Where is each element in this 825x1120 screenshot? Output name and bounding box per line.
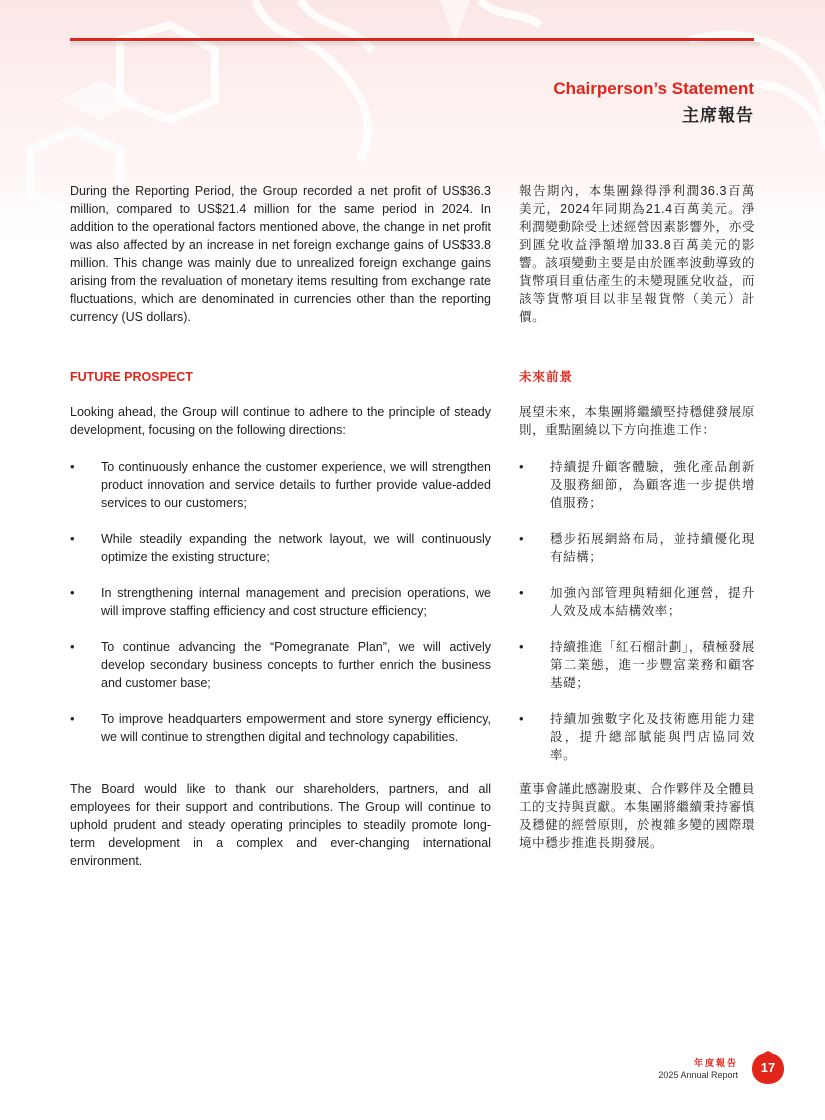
bullet-dot: •: [70, 585, 75, 600]
top-rule: [70, 38, 754, 41]
footer: [658, 1057, 738, 1081]
bullet-item-zh: [519, 530, 755, 566]
bullet-dot: •: [519, 639, 524, 654]
bullet-item-zh: [519, 638, 755, 692]
bullet-text-en: While steadily expanding the network layout, we will continuously optimize the existing structure;: [101, 532, 491, 564]
bullet-text-zh: 加強內部管理與精細化運營，提升人效及成本結構效率；: [550, 586, 755, 618]
prospect-heading-zh-block: [519, 368, 755, 386]
prospect-lead-en: Looking ahead, the Group will continue to adhere to the principle of steady development, focusing on the following directions:: [70, 405, 491, 437]
bullet-dot: •: [70, 639, 75, 654]
bullet-dot: •: [519, 459, 524, 474]
prospect-heading-en-block: [70, 368, 491, 386]
bullet-dot: •: [70, 531, 75, 546]
prospect-lead-en-block: [70, 403, 491, 439]
bullet-item-zh: [519, 458, 755, 512]
bullet-text-zh: 穩步拓展網絡布局，並持續優化現有結構；: [550, 532, 755, 564]
page-header: [553, 78, 754, 128]
intro-paragraph-zh-block: [519, 182, 755, 326]
bullet-list-en: [70, 458, 491, 778]
bullet-item-zh: [519, 710, 755, 764]
bullet-dot: •: [70, 459, 75, 474]
bullet-dot: •: [519, 531, 524, 546]
bullet-item-en: [70, 638, 491, 692]
bullet-item-en: [70, 584, 491, 620]
intro-paragraph-en-block: [70, 182, 491, 326]
bullet-item-en: [70, 530, 491, 566]
bullet-text-en: To improve headquarters empowerment and store synergy efficiency, we will continue to strengthen digital and technology capabilities.: [101, 712, 491, 744]
prospect-heading-zh: 未來前景: [519, 370, 574, 384]
bullet-item-en: [70, 710, 491, 746]
prospect-lead-zh-block: [519, 403, 755, 439]
top-rule-shadow: [70, 42, 760, 48]
bullet-text-zh: 持續推進「紅石榴計劃」，積極發展第二業態，進一步豐富業務和顧客基礎；: [550, 640, 755, 690]
section-title-en: Chairperson’s Statement: [553, 79, 754, 98]
bullet-item-zh: [519, 584, 755, 620]
closing-paragraph-zh-block: [519, 780, 755, 852]
closing-paragraph-en-block: [70, 780, 491, 870]
footer-report-zh: 年度報告: [693, 1058, 738, 1068]
bullet-text-en: To continue advancing the “Pomegranate Plan”, we will actively develop secondary business concepts to further enrich the business and customer base;: [101, 640, 491, 690]
page-number-badge: [751, 1051, 785, 1085]
bullet-dot: •: [519, 585, 524, 600]
bullet-text-en: In strengthening internal management and precision operations, we will improve staffing efficiency and cost structure efficiency;: [101, 586, 491, 618]
page-number: 17: [760, 1060, 776, 1075]
bullet-text-zh: 持續提升顧客體驗，強化產品創新及服務細節，為顧客進一步提供增值服務；: [550, 460, 755, 510]
bullet-dot: •: [519, 711, 524, 726]
bullet-text-en: To continuously enhance the customer experience, we will strengthen product innovation and service details to further provide value-added services to our customers;: [101, 460, 491, 510]
closing-paragraph-en: The Board would like to thank our shareholders, partners, and all employees for their support and contributions. The Group will continue to uphold prudent and steady operating principles to steadily promote long-term development in a complex and ever-changing international environment.: [70, 782, 491, 868]
footer-report-en: 2025 Annual Report: [658, 1070, 738, 1080]
intro-paragraph-en: During the Reporting Period, the Group recorded a net profit of US$36.3 million, compared to US$21.4 million for the same period in 2024. In addition to the operational factors mentioned above, the change in net profit was also affected by an increase in net foreign exchange gains of US$33.8 million. This change was mainly due to unrealized foreign exchange gains arising from the revaluation of monetary items resulting from exchange rate fluctuations, which are denominated in currencies other than the reporting currency (US dollars).: [70, 184, 491, 324]
bullet-text-zh: 持續加強數字化及技術應用能力建設，提升總部賦能與門店協同效率。: [550, 712, 755, 762]
bullet-list-zh: [519, 458, 755, 778]
closing-paragraph-zh: 董事會謹此感謝股東、合作夥伴及全體員工的支持與貢獻。本集團將繼續秉持審慎及穩健的經營原則，於複雜多變的國際環境中穩步推進長期發展。: [519, 782, 755, 850]
section-title-zh: 主席報告: [682, 106, 754, 125]
bullet-item-en: [70, 458, 491, 512]
intro-paragraph-zh: 報告期內，本集團錄得淨利潤36.3百萬美元，2024年同期為21.4百萬美元。淨利潤變動除受上述經營因素影響外，亦受到匯兌收益淨額增加33.8百萬美元的影響。該項變動主要是由於匯率波動導致的貨幣項目重估產生的未變現匯兌收益，而該等貨幣項目以非呈報貨幣（美元）計價。: [519, 184, 755, 324]
prospect-lead-zh: 展望未來，本集團將繼續堅持穩健發展原則，重點圍繞以下方向推進工作：: [519, 405, 755, 437]
prospect-heading-en: FUTURE PROSPECT: [70, 370, 193, 384]
bullet-dot: •: [70, 711, 75, 726]
